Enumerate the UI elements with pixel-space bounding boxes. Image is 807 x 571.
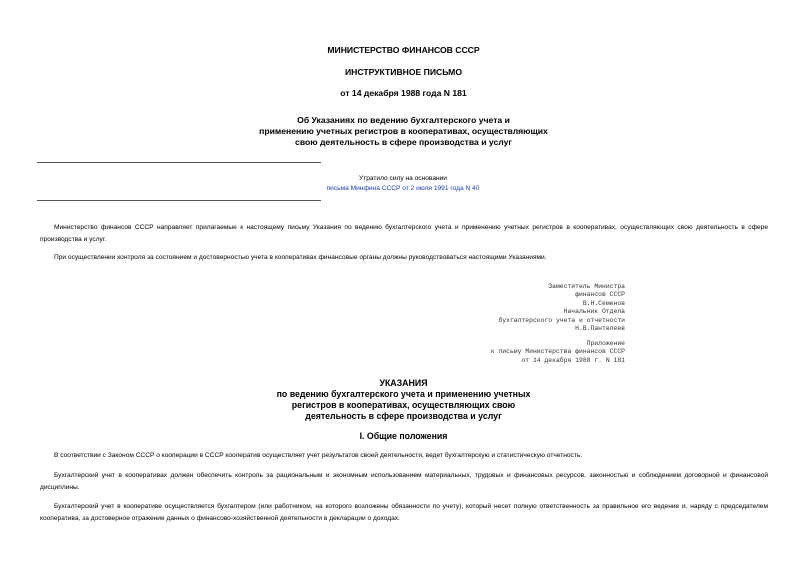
divider-bottom [37,200,321,201]
signature-line: бухгалтерского учета и отчетности [498,316,625,324]
intro-paragraph-1: Министерство финансов СССР направляет прилагаемые к настоящему письму Указания по ведению бухгалтерского учета и применению учетных регистров в кооперативах, осуществляющих свою деятельность в сфере производства и услуг. [40,224,768,243]
lost-force-notice [318,174,488,194]
doc-type-heading: ИНСТРУКТИВНОЕ ПИСЬМО [344,67,463,77]
signature-line: Заместитель Министра [548,283,625,290]
subject-line-1: Об Указаниях по ведению бухгалтерского учета и [297,115,510,125]
divider-top [37,162,321,163]
date-number-heading: от 14 декабря 1988 года N 181 [340,88,467,98]
instructions-title: УКАЗАНИЯ [379,378,428,388]
instructions-subtitle-2: регистров в кооперативах, осуществляющих свою [291,400,516,410]
section-title: I. Общие положения [359,431,448,441]
section-paragraph-2: Бухгалтерский учет в кооперативах должен обеспечить контроль за рациональным и экономным использованием материальных, трудовых и финансовых ресурсов, законностью и соблюдением договорной и финансовой дисциплины. [40,472,768,491]
subject-line-3: свою деятельность в сфере производства и услуг [295,137,512,147]
appendix-line: к письму Министерства финансов СССР [490,348,625,356]
lost-force-text: Утратило силу на основании [359,175,447,182]
ministry-heading: МИНИСТЕРСТВО ФИНАНСОВ СССР [327,45,480,55]
signature-block [440,283,625,333]
signature-line: Н.В.Пантелеев [575,325,625,333]
signature-line: Начальник Отдела [563,308,625,316]
appendix-line: от 14 декабря 1988 г. N 181 [521,356,625,364]
intro-paragraph-2: При осуществлении контроля за состоянием и достоверностью учета в кооперативах финансовые органы должны руководствоваться настоящими Указаниями. [54,254,547,261]
section-paragraph-1: В соответствии с Законом СССР о кооперации в СССР кооператив осуществляет учет результатов своей деятельности, ведет бухгалтерскую и статистическую отчетность. [54,452,583,459]
subject-line-2: применению учетных регистров в кооперативах, осуществляющих [259,126,548,136]
appendix-line: Приложение [586,340,625,347]
appendix-reference [440,340,625,365]
lost-force-link[interactable]: письма Минфина СССР от 2 июля 1991 года N 40 [326,185,480,192]
instructions-subtitle-3: деятельность в сфере производства и услуг [305,411,502,421]
instructions-subtitle-1: по ведению бухгалтерского учета и применению учетных [276,389,531,399]
section-paragraph-3: Бухгалтерский учет в кооперативе осуществляется бухгалтером (или работником, на которого возложены обязанности по учету), который несет полную ответственность за правильное его ведение и, наряду с председателем кооператива, за достоверное отражение данных о финансово-хозяйственной деятельности в декларации о доходах. [40,503,768,522]
signature-line: В.Н.Семенов [582,299,625,307]
signature-line: финансов СССР [575,291,625,299]
